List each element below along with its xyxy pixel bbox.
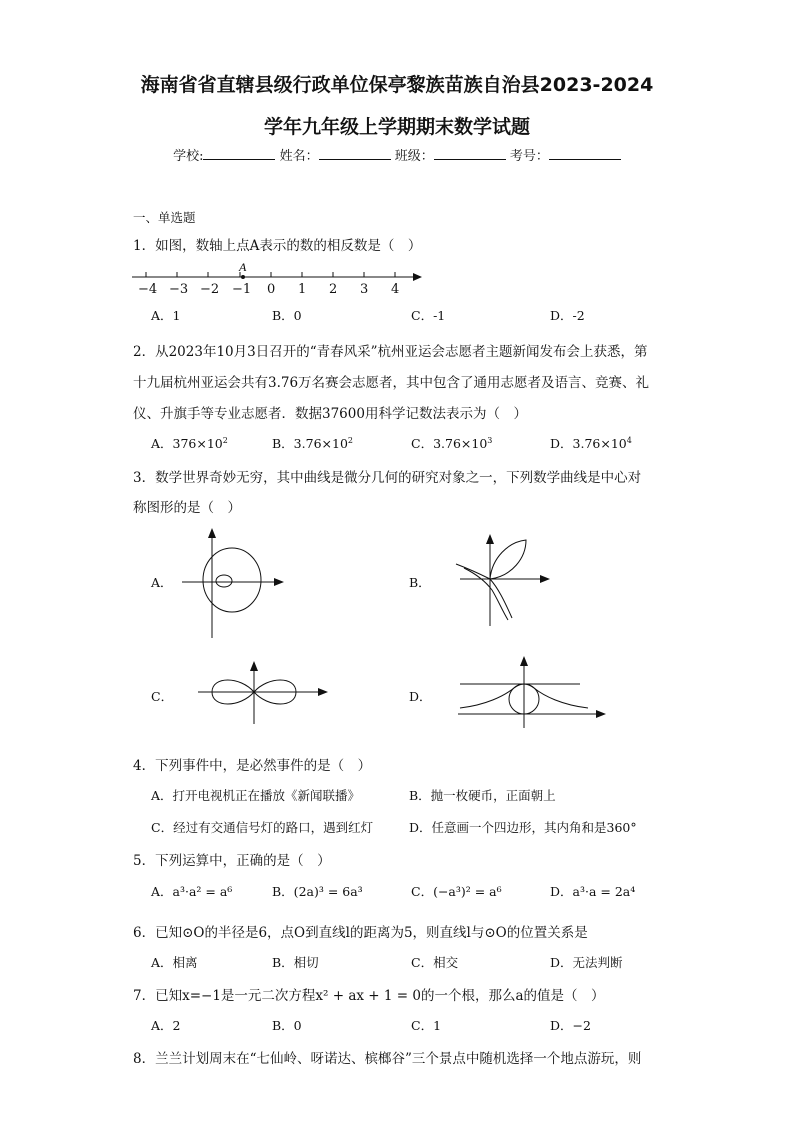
q4-option-d[interactable]: D．任意画一个四边形，其内角和是360° [409, 820, 637, 835]
q4-stem: 4．下列事件中，是必然事件的是（ ） [133, 758, 372, 774]
q7-option-a[interactable]: A．2 [151, 1018, 181, 1033]
q2-option-d-base: D．3.76×10 [550, 436, 627, 451]
q3-option-a-label[interactable]: A． [151, 575, 173, 590]
q2-stem-line3: 仪、升旗手等专业志愿者．数据37600用科学记数法表示为（ ） [133, 406, 527, 422]
q2-option-a-exp: 2 [222, 436, 228, 445]
q2-option-b-base: B．3.76×10 [272, 436, 348, 451]
q7-option-b[interactable]: B．0 [272, 1018, 302, 1033]
tick-label: 0 [267, 282, 276, 297]
q4-option-c[interactable]: C．经过有交通信号灯的路口，遇到红灯 [151, 820, 374, 835]
q3-figure-c-lemniscate [196, 656, 336, 726]
q6-option-c[interactable]: C．相交 [411, 955, 459, 970]
tick-label: −1 [232, 282, 252, 297]
tick-label: −3 [169, 282, 189, 297]
student-info-row [0, 145, 794, 164]
q2-option-c-exp: 3 [487, 436, 493, 445]
q8-stem: 8．兰兰计划周末在“七仙岭、呀诺达、槟榔谷”三个景点中随机选择一个地点游玩，则 [133, 1051, 642, 1067]
q7-stem: 7．已知x=−1是一元二次方程x² + ax + 1 = 0的一个根，那么a的值是（ ） [133, 988, 605, 1004]
q4-option-b[interactable]: B．抛一枚硬币，正面朝上 [409, 788, 556, 803]
class-blank [434, 147, 506, 160]
class-label: 班级： [394, 149, 434, 164]
number-blank [549, 147, 621, 160]
tick-label: −4 [138, 282, 158, 297]
q2-option-d-exp: 4 [626, 436, 632, 445]
q6-stem: 6．已知⊙O的半径是6，点O到直线l的距离为5，则直线l与⊙O的位置关系是 [133, 925, 588, 941]
point-a-dot [241, 275, 245, 279]
q3-stem-line1: 3．数学世界奇妙无穷，其中曲线是微分几何的研究对象之一，下列数学曲线是中心对 [133, 470, 642, 486]
q1-stem: 1．如图，数轴上点A表示的数的相反数是（ ） [133, 238, 422, 254]
q3-option-b-label[interactable]: B． [409, 575, 431, 590]
q5-option-a[interactable]: A．a³·a² = a⁶ [151, 884, 233, 899]
q6-option-b[interactable]: B．相切 [272, 955, 319, 970]
q3-option-c-label[interactable]: C． [151, 689, 174, 704]
q1-option-a[interactable]: A．1 [151, 308, 181, 323]
q2-option-b[interactable] [272, 434, 353, 452]
q2-stem-line1: 2．从2023年10月3日召开的“青春风采”杭州亚运会志愿者主题新闻发布会上获悉，第 [133, 344, 648, 360]
q3-option-d-label[interactable]: D． [409, 689, 432, 704]
q5-option-b[interactable]: B．(2a)³ = 6a³ [272, 884, 363, 899]
q2-option-b-exp: 2 [347, 436, 353, 445]
number-label: 考号： [509, 149, 549, 164]
q2-option-a-base: A．376×10 [151, 436, 223, 451]
q3-stem-line2: 称图形的是（ ） [133, 500, 241, 516]
q1-option-b[interactable]: B．0 [272, 308, 302, 323]
q7-option-c[interactable]: C．1 [411, 1018, 442, 1033]
q7-option-d[interactable]: D．−2 [550, 1018, 591, 1033]
q5-option-c[interactable]: C．(−a³)² = a⁶ [411, 884, 502, 899]
name-blank [319, 147, 391, 160]
q5-option-d[interactable]: D．a³·a = 2a⁴ [550, 884, 636, 899]
page-title-line1: 海南省省直辖县级行政单位保亭黎族苗族自治县2023-2024 [140, 74, 654, 96]
name-label: 姓名： [279, 149, 319, 164]
tick-label: 4 [391, 282, 400, 297]
q3-figure-b-folium [450, 528, 560, 628]
q2-option-d[interactable] [550, 434, 632, 452]
number-line-tick-labels [130, 282, 430, 298]
q6-option-a[interactable]: A．相离 [151, 955, 198, 970]
school-blank [203, 147, 275, 160]
q1-option-c[interactable]: C．-1 [411, 308, 446, 323]
q1-option-d[interactable]: D．-2 [550, 308, 585, 323]
q3-figure-a-limacon [180, 520, 290, 640]
q5-stem: 5．下列运算中，正确的是（ ） [133, 853, 331, 869]
page-title-line2: 学年九年级上学期期末数学试题 [263, 116, 530, 138]
q4-option-a[interactable]: A．打开电视机正在播放《新闻联播》 [151, 788, 361, 803]
q3-figure-d-witch [456, 650, 616, 730]
tick-label: 2 [329, 282, 338, 297]
q2-option-a[interactable] [151, 434, 228, 452]
q2-option-c[interactable] [411, 434, 492, 452]
q2-option-c-base: C．3.76×10 [411, 436, 488, 451]
tick-label: 1 [298, 282, 307, 297]
number-line-ticks [146, 272, 395, 277]
section-heading: 一、单选题 [133, 210, 196, 225]
point-a-label: A [239, 260, 247, 274]
tick-label: −2 [200, 282, 220, 297]
tick-label: 3 [360, 282, 369, 297]
q6-option-d[interactable]: D．无法判断 [550, 955, 623, 970]
q2-stem-line2: 十九届杭州亚运会共有3.76万名赛会志愿者，其中包含了通用志愿者及语言、竞赛、礼 [133, 375, 650, 391]
school-label: 学校: [173, 149, 204, 164]
